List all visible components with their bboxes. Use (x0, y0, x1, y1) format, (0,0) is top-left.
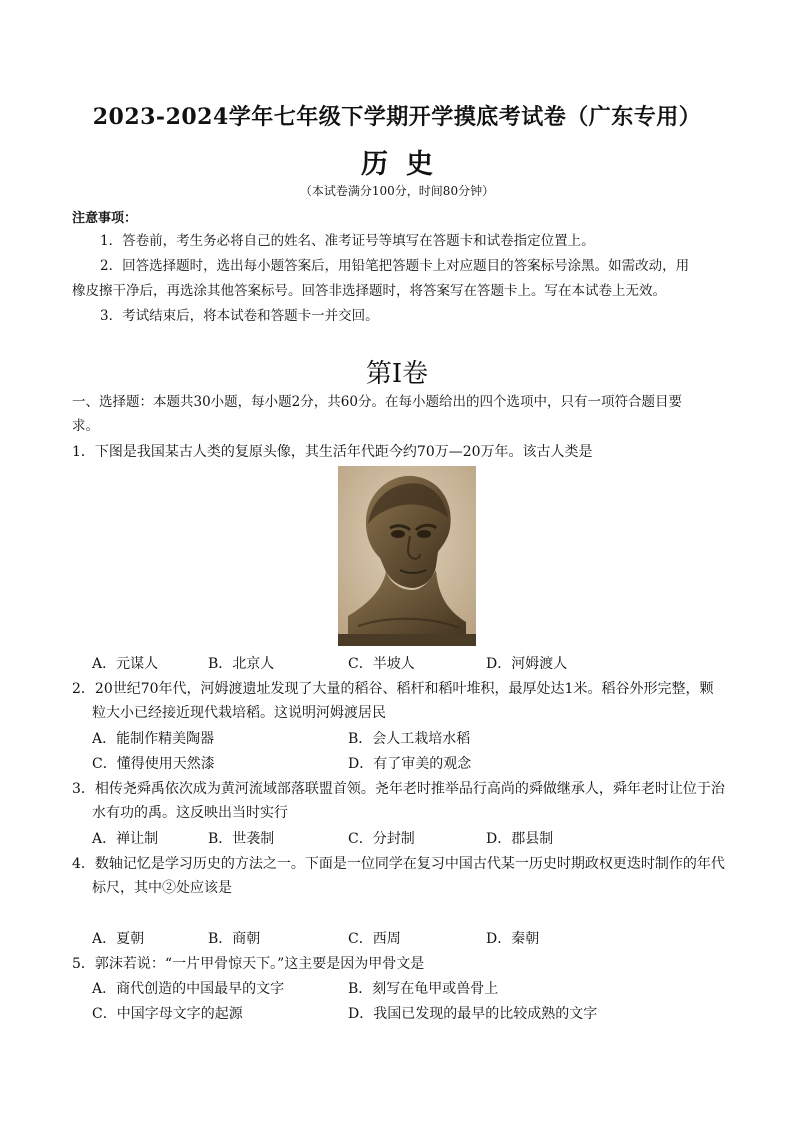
section-title: 第Ⅰ卷 (365, 359, 429, 389)
q1-option-d: D．河姆渡人 (486, 656, 568, 672)
q1-option-b: B．北京人 (208, 656, 275, 672)
q4-option-c: C．西周 (348, 931, 401, 947)
exam-info: （本试卷满分100分，时间80分钟） (299, 184, 495, 198)
q3-option-b: B．世袭制 (208, 831, 275, 847)
note-item: 橡皮擦干净后，再选涂其他答案标号。回答非选择题时，将答案写在答题卡上。写在本试卷上无效。 (72, 283, 666, 299)
note-item: 3．考试结束后，将本试卷和答题卡一并交回。 (100, 308, 379, 324)
note-item: 1．答卷前，考生务必将自己的姓名、准考证号等填写在答题卡和试卷指定位置上。 (100, 233, 595, 249)
q3-option-a: A．禅让制 (92, 831, 159, 847)
question-1-stem: 1．下图是我国某古人类的复原头像，其生活年代距今约70万—20万年。该古人类是 (72, 444, 593, 460)
question-2-stem (72, 677, 732, 725)
notes-heading: 注意事项： (72, 211, 138, 226)
q1-option-c: C．半坡人 (348, 656, 415, 672)
question-3-stem (72, 777, 732, 825)
q2-option-c: C．懂得使用天然漆 (92, 756, 215, 772)
q5-option-a: A．商代创造的中国最早的文字 (92, 981, 285, 997)
q5-option-c: C．中国字母文字的起源 (92, 1006, 243, 1022)
section-instruction: 一、选择题：本题共30小题，每小题2分，共60分。在每小题给出的四个选项中，只有一项符合题目要 (72, 394, 682, 410)
q5-option-b: B．刻写在龟甲或兽骨上 (348, 981, 499, 997)
subject-title: 历史 (361, 149, 451, 180)
question-5-stem: 5．郭沫若说：“一片甲骨惊天下。”这主要是因为甲骨文是 (72, 956, 425, 972)
note-item: 2．回答选择题时，选出每小题答案后，用铅笔把答题卡上对应题目的答案标号涂黑。如需改动，用 (100, 258, 690, 274)
question-4-stem-line1: 4．数轴记忆是学习历史的方法之一。下面是一位同学在复习中国古代某一历史时期政权更迭时制作的年代 (72, 856, 725, 872)
q2-option-d: D．有了审美的观念 (348, 756, 472, 772)
q2-option-a: A．能制作精美陶器 (92, 731, 215, 747)
question-4-stem (72, 852, 732, 900)
exam-title: 2023-2024学年七年级下学期开学摸底考试卷（广东专用） (92, 104, 702, 130)
ancient-human-bust-image (338, 466, 476, 646)
question-4-stem-line2: 标尺，其中②处应该是 (92, 880, 232, 896)
q5-option-d: D．我国已发现的最早的比较成熟的文字 (348, 1006, 598, 1022)
q4-option-a: A．夏朝 (92, 931, 145, 947)
question-2-stem-line1: 2．20世纪70年代，河姆渡遗址发现了大量的稻谷、稻杆和稻叶堆积，最厚处达1米。稻谷外形完整，颗 (72, 681, 714, 697)
question-2-stem-line2: 粒大小已经接近现代栽培稻。这说明河姆渡居民 (92, 705, 386, 721)
q2-option-b: B．会人工栽培水稻 (348, 731, 471, 747)
q1-option-a: A．元谋人 (92, 656, 159, 672)
q4-option-b: B．商朝 (208, 931, 261, 947)
question-3-stem-line2: 水有功的禹。这反映出当时实行 (92, 805, 288, 821)
q3-option-c: C．分封制 (348, 831, 415, 847)
question-3-stem-line1: 3．相传尧舜禹依次成为黄河流域部落联盟首领。尧年老时推举品行高尚的舜做继承人，舜年老时让位于治 (72, 781, 725, 797)
q3-option-d: D．郡县制 (486, 831, 554, 847)
q4-option-d: D．秦朝 (486, 931, 540, 947)
section-instruction-cont: 求。 (72, 418, 99, 434)
